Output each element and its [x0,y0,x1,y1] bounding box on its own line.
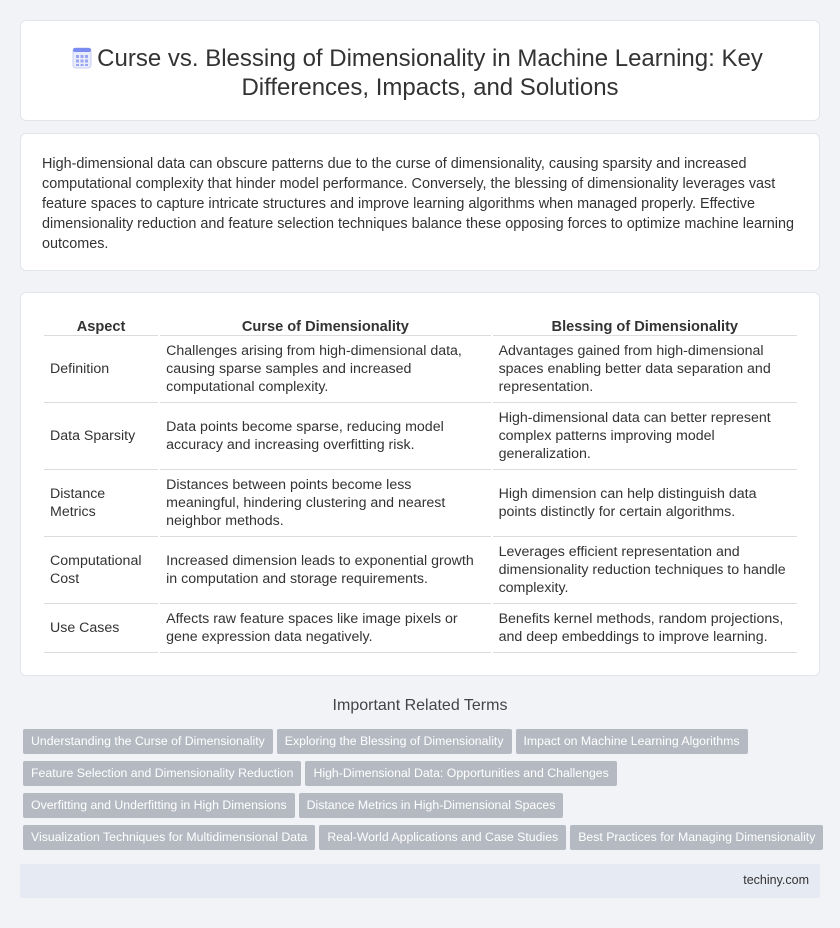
comparison-table [42,318,799,653]
related-term-tag[interactable]: Exploring the Blessing of Dimensionality [277,729,512,754]
column-header-aspect: Aspect [44,318,158,336]
intro-paragraph: High-dimensional data can obscure patterns due to the curse of dimensionality, causing sparsity and increased computational complexity that hinder model performance. Conversely, the blessing of dimensionality leverages vast feature spaces to capture intricate structures and improve learning algorithms when managed properly. Effective dimensionality reduction and feature selection techniques balance these opposing forces to optimize machine learning outcomes. [42,156,794,252]
blessing-cell: Leverages efficient representation and dimensionality reduction techniques to handle complexity. [493,537,797,604]
curse-cell: Challenges arising from high-dimensional data, causing sparse samples and increased computational complexity. [160,336,490,403]
related-term-tag[interactable]: Feature Selection and Dimensionality Reduction [23,761,301,786]
footer [20,864,820,898]
curse-cell: Distances between points become less meaningful, hindering clustering and nearest neighbor methods. [160,470,490,537]
related-term-tag[interactable]: Best Practices for Managing Dimensionality [570,825,823,850]
related-term-tag[interactable]: Real-World Applications and Case Studies [319,825,566,850]
aspect-cell: Computational Cost [44,537,158,604]
table-row [44,537,797,604]
header-card [20,20,820,121]
related-terms-heading: Important Related Terms [332,697,508,714]
aspect-cell: Data Sparsity [44,403,158,470]
column-header-blessing: Blessing of Dimensionality [493,318,797,336]
related-term-tag[interactable]: Understanding the Curse of Dimensionality [23,729,273,754]
table-row [44,336,797,403]
related-term-tag[interactable]: Visualization Techniques for Multidimensional Data [23,825,315,850]
aspect-cell: Distance Metrics [44,470,158,537]
intro-card [20,133,820,271]
table-row [44,604,797,653]
blessing-cell: Benefits kernel methods, random projections, and deep embeddings to improve learning. [493,604,797,653]
related-term-tag[interactable]: High-Dimensional Data: Opportunities and Challenges [305,761,616,786]
comparison-table-card [20,292,820,676]
column-header-curse: Curse of Dimensionality [160,318,490,336]
aspect-cell: Use Cases [44,604,158,653]
related-term-tag[interactable]: Distance Metrics in High-Dimensional Spaces [299,793,564,818]
table-row [44,470,797,537]
curse-cell: Affects raw feature spaces like image pixels or gene expression data negatively. [160,604,490,653]
curse-cell: Data points become sparse, reducing model accuracy and increasing overfitting risk. [160,403,490,470]
table-row [44,403,797,470]
related-term-tag[interactable]: Impact on Machine Learning Algorithms [516,729,748,754]
curse-cell: Increased dimension leads to exponential growth in computation and storage requirements. [160,537,490,604]
related-terms-list [23,729,823,857]
blessing-cell: Advantages gained from high-dimensional spaces enabling better data separation and representation. [493,336,797,403]
blessing-cell: High dimension can help distinguish data points distinctly for certain algorithms. [493,470,797,537]
site-name[interactable]: techiny.com [743,873,809,887]
related-term-tag[interactable]: Overfitting and Underfitting in High Dimensions [23,793,295,818]
aspect-cell: Definition [44,336,158,403]
blessing-cell: High-dimensional data can better represent complex patterns improving model generalization. [493,403,797,470]
page-title: Curse vs. Blessing of Dimensionality in Machine Learning: Key Differences, Impacts, and Solutions [97,45,763,101]
